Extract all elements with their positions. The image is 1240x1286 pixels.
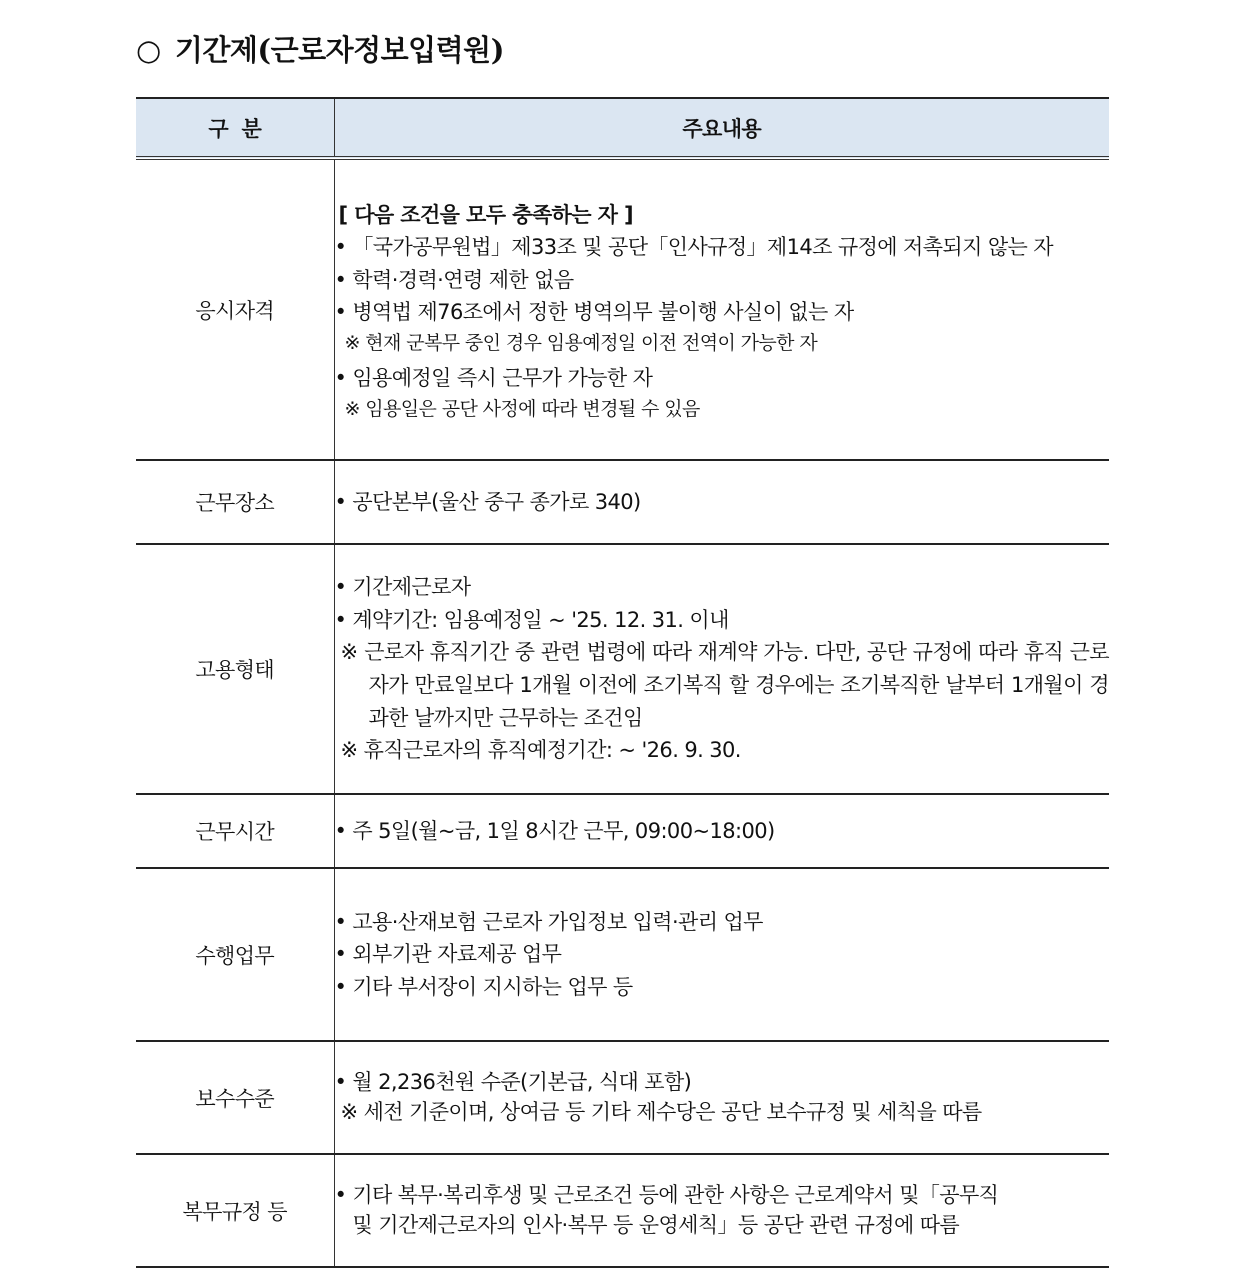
row-content-employment-type	[334, 544, 1109, 794]
row-label-workplace: 근무장소	[136, 460, 334, 544]
table-row	[136, 794, 1109, 868]
list-item: • 임용예정일 즉시 근무가 가능한 자	[334, 366, 653, 391]
list-note: ※ 근로자 휴직기간 중 관련 법령에 따라 재계약 가능. 다만, 공단 규정에 따라 휴직 근로자가 만료일보다 1개월 이전에 조기복직 할 경우에는 조기복직한 날부터 1개월이 경과한 날까지만 근무하는 조건임	[340, 640, 1109, 730]
row-content-working-hours	[334, 794, 1109, 868]
row-content-qualification	[334, 158, 1109, 460]
row-label-working-hours: 근무시간	[136, 794, 334, 868]
header-category: 구 분	[136, 98, 334, 158]
row-label-employment-type: 고용형태	[136, 544, 334, 794]
row-label-salary: 보수수준	[136, 1041, 334, 1154]
table-row	[136, 544, 1109, 794]
row-content-duties	[334, 868, 1109, 1041]
row-content-salary	[334, 1041, 1109, 1154]
section-title-text: 기간제(근로자정보입력원)	[174, 33, 504, 67]
circle-bullet-icon: ○	[136, 33, 161, 67]
list-item: • 기간제근로자	[334, 575, 471, 600]
list-note: ※ 휴직근로자의 휴직예정기간: ~ '26. 9. 30.	[340, 738, 741, 763]
list-note: ※ 세전 기준이며, 상여금 등 기타 제수당은 공단 보수규정 및 세칙을 따름	[340, 1099, 982, 1124]
list-item: • 외부기관 자료제공 업무	[334, 942, 562, 967]
list-item: • 월 2,236천원 수준(기본급, 식대 포함)	[334, 1070, 692, 1095]
list-note: ※ 임용일은 공단 사정에 따라 변경될 수 있음	[344, 397, 700, 420]
row-content-service-rules	[334, 1154, 1109, 1267]
list-item: • 기타 복무·복리후생 및 근로조건 등에 관한 사항은 근로계약서 및「공무직	[334, 1183, 999, 1208]
list-item: • 「국가공무원법」제33조 및 공단「인사규정」제14조 규정에 저촉되지 않는 자	[334, 235, 1053, 260]
table-row	[136, 868, 1109, 1041]
table-row	[136, 158, 1109, 460]
row-content-workplace	[334, 460, 1109, 544]
row-label-service-rules: 복무규정 등	[136, 1154, 334, 1267]
section-title	[136, 28, 504, 69]
list-item: • 병역법 제76조에서 정한 병역의무 불이행 사실이 없는 자	[334, 300, 854, 325]
list-item: • 공단본부(울산 중구 종가로 340)	[334, 489, 641, 514]
list-item: • 고용·산재보험 근로자 가입정보 입력·관리 업무	[334, 909, 763, 934]
table-row	[136, 1041, 1109, 1154]
header-main-content: 주요내용	[334, 98, 1109, 158]
table-row	[136, 1154, 1109, 1267]
row-label-duties: 수행업무	[136, 868, 334, 1041]
list-item: • 기타 부서장이 지시하는 업무 등	[334, 974, 633, 999]
list-note: ※ 현재 군복무 중인 경우 임용예정일 이전 전역이 가능한 자	[344, 331, 818, 354]
qualification-heading: [ 다음 조건을 모두 충족하는 자 ]	[338, 202, 633, 227]
list-item: • 주 5일(월~금, 1일 8시간 근무, 09:00~18:00)	[334, 818, 775, 843]
list-item: • 학력·경력·연령 제한 없음	[334, 267, 574, 292]
table-header-row	[136, 98, 1109, 158]
list-item-continuation: 및 기간제근로자의 인사·복무 등 운영세칙」등 공단 관련 규정에 따름	[352, 1212, 960, 1237]
list-item: • 계약기간: 임용예정일 ~ '25. 12. 31. 이내	[334, 607, 729, 632]
table-row	[136, 460, 1109, 544]
recruitment-info-table	[136, 97, 1109, 1268]
row-label-qualification: 응시자격	[136, 158, 334, 460]
